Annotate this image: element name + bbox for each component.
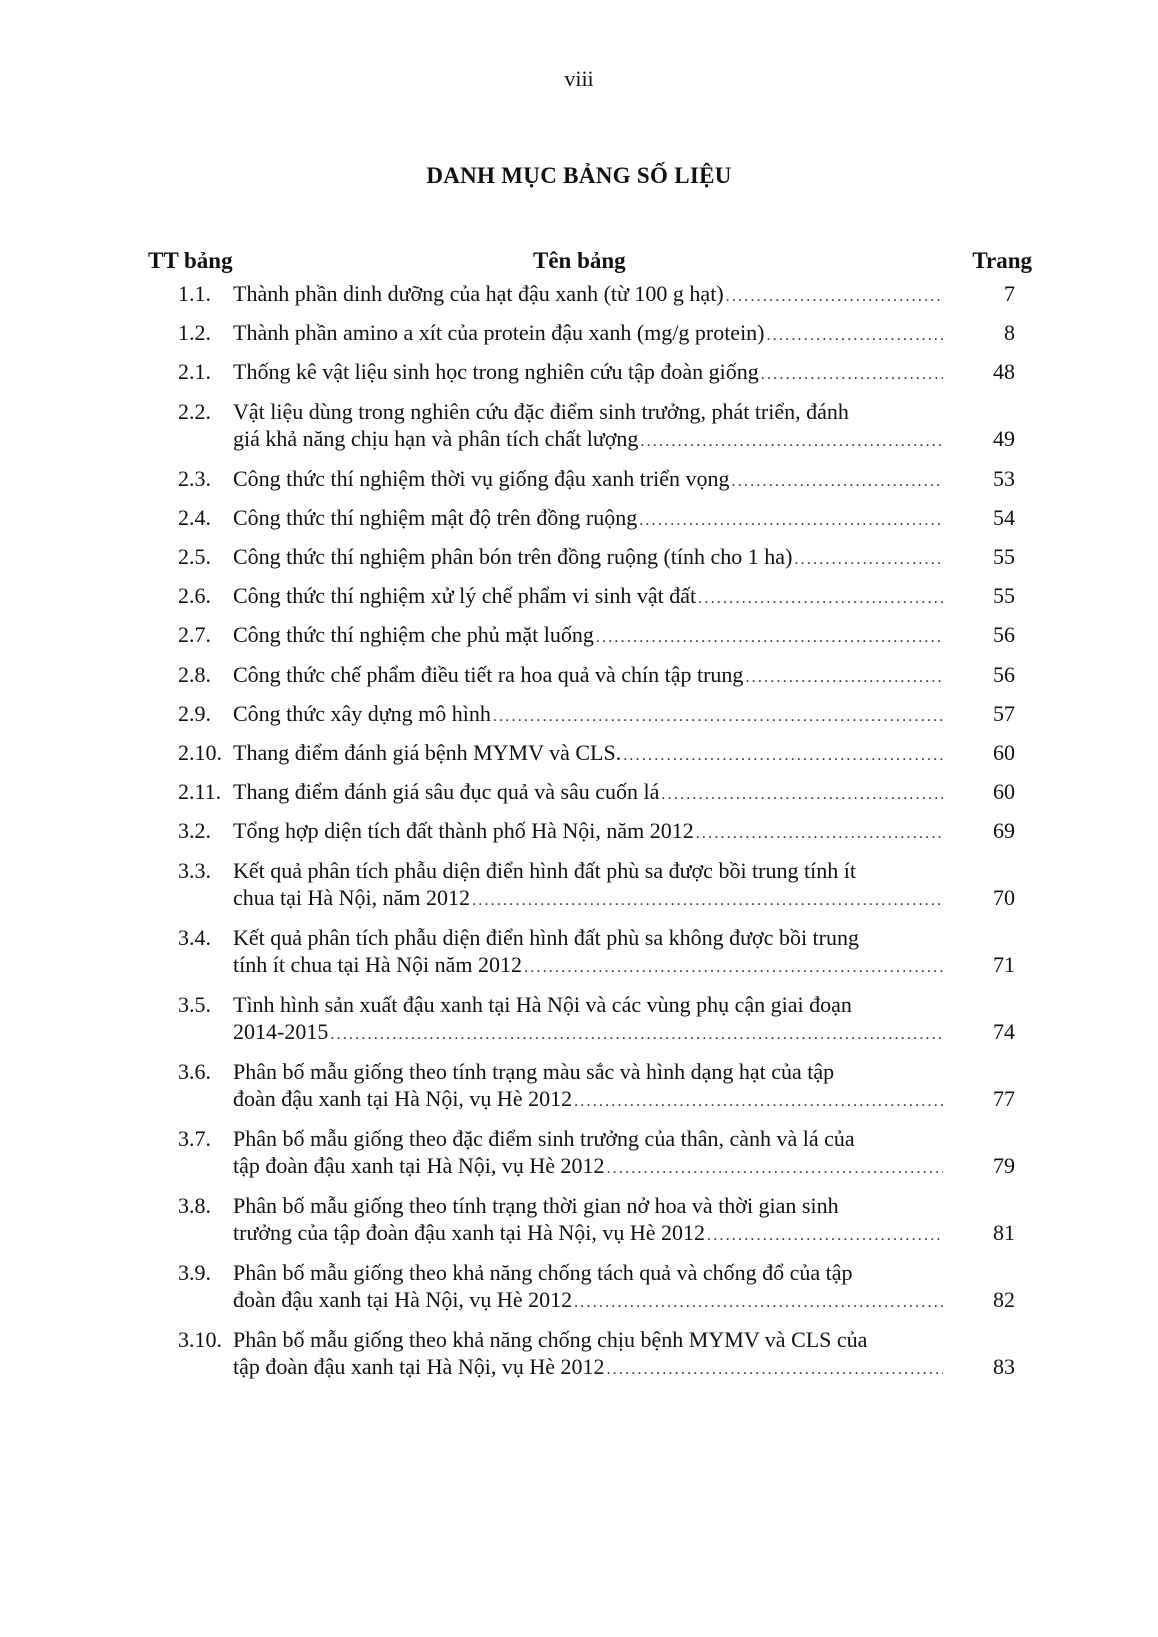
table-title-line bbox=[233, 701, 949, 727]
dot-leader bbox=[696, 825, 943, 843]
table-title-line: Tình hình sản xuất đậu xanh tại Hà Nội và các vùng phụ cận giai đoạn bbox=[233, 991, 852, 1017]
table-title-line: Phân bố mẫu giống theo khả năng chống chịu bệnh MYMV và CLS của bbox=[233, 1326, 868, 1352]
table-title-text: 2014-2015 bbox=[233, 1018, 329, 1044]
table-title-line bbox=[233, 583, 949, 609]
dot-leader bbox=[472, 892, 943, 910]
table-title-line bbox=[233, 281, 949, 307]
table-number: 2.3. bbox=[178, 465, 211, 491]
table-title-line bbox=[233, 466, 949, 492]
dot-leader bbox=[661, 786, 943, 804]
table-title-line: Phân bố mẫu giống theo tính trạng màu sắc và hình dạng hạt của tập bbox=[233, 1058, 835, 1084]
table-number: 2.4. bbox=[178, 504, 211, 530]
table-title-line bbox=[233, 622, 949, 648]
table-number: 2.11. bbox=[178, 779, 222, 805]
table-title-line bbox=[233, 1019, 949, 1045]
column-header-page: Trang bbox=[972, 248, 1032, 273]
page-number: viii bbox=[564, 66, 594, 91]
page-ref: 8 bbox=[1004, 320, 1015, 346]
table-title-text: Thống kê vật liệu sinh học trong nghiên cứu tập đoàn giống bbox=[233, 359, 759, 385]
table-title-line: Phân bố mẫu giống theo tính trạng thời gian nở hoa và thời gian sinh bbox=[233, 1192, 839, 1218]
table-number: 3.8. bbox=[178, 1192, 211, 1218]
page-ref: 60 bbox=[993, 779, 1015, 805]
table-number: 3.5. bbox=[178, 991, 211, 1017]
table-title-line bbox=[233, 426, 949, 452]
table-title-line bbox=[233, 885, 949, 911]
dot-leader bbox=[606, 1160, 943, 1178]
table-title-line: Kết quả phân tích phẫu diện điển hình đất phù sa được bồi trung tính ít bbox=[233, 857, 856, 883]
dot-leader bbox=[767, 327, 943, 345]
page-ref: 70 bbox=[993, 884, 1015, 910]
page-ref: 7 bbox=[1004, 281, 1015, 306]
table-title-line bbox=[233, 818, 949, 844]
table-title-text: chua tại Hà Nội, năm 2012 bbox=[233, 884, 471, 910]
table-number: 2.1. bbox=[178, 359, 211, 385]
page-ref: 55 bbox=[993, 544, 1015, 569]
page-ref: 71 bbox=[993, 951, 1015, 977]
table-title-text: Công thức thí nghiệm thời vụ giống đậu xanh triển vọng bbox=[233, 465, 730, 491]
table-title-line bbox=[233, 779, 949, 805]
table-number: 2.7. bbox=[178, 622, 211, 648]
page-ref: 56 bbox=[993, 622, 1015, 648]
dot-leader bbox=[640, 433, 943, 451]
dot-leader bbox=[596, 629, 943, 647]
table-number: 3.2. bbox=[178, 818, 211, 844]
dot-leader bbox=[606, 1361, 943, 1379]
table-number: 2.8. bbox=[178, 661, 211, 687]
table-title-text: Tổng hợp diện tích đất thành phố Hà Nội, năm 2012 bbox=[233, 818, 694, 844]
table-number: 3.3. bbox=[178, 857, 211, 883]
table-title-text: Công thức thí nghiệm phân bón trên đồng ruộng (tính cho 1 ha) bbox=[233, 544, 793, 569]
dot-leader bbox=[707, 1227, 943, 1245]
page-ref: 83 bbox=[993, 1353, 1015, 1379]
table-title-text: Thành phần amino a xít của protein đậu xanh (mg/g protein) bbox=[233, 320, 765, 346]
table-number: 1.2. bbox=[178, 320, 211, 346]
dot-leader bbox=[732, 473, 943, 491]
table-title-line bbox=[233, 740, 949, 766]
dot-leader bbox=[639, 512, 943, 530]
table-title-line: Phân bố mẫu giống theo khả năng chống tách quả và chống đổ của tập bbox=[233, 1259, 853, 1285]
table-title-line bbox=[233, 1287, 949, 1313]
table-title-text: Công thức thí nghiệm che phủ mặt luống bbox=[233, 622, 594, 648]
dot-leader bbox=[623, 747, 943, 765]
table-title-text: Công thức chế phẩm điều tiết ra hoa quả và chín tập trung bbox=[233, 661, 744, 687]
table-title-text: tính ít chua tại Hà Nội năm 2012 bbox=[233, 951, 522, 977]
page-ref: 69 bbox=[993, 818, 1015, 844]
table-number: 2.10. bbox=[178, 740, 222, 765]
page-ref: 77 bbox=[993, 1085, 1015, 1111]
table-number: 3.6. bbox=[178, 1058, 211, 1084]
table-title-text: giá khả năng chịu hạn và phân tích chất lượng bbox=[233, 425, 639, 451]
page-ref: 53 bbox=[993, 465, 1015, 491]
dot-leader bbox=[745, 669, 943, 687]
dot-leader bbox=[493, 708, 943, 726]
dot-leader bbox=[524, 959, 943, 977]
table-title-text: Công thức thí nghiệm mật độ trên đồng ruộng bbox=[233, 504, 638, 530]
page-ref: 54 bbox=[993, 504, 1015, 530]
dot-leader bbox=[726, 288, 943, 306]
table-title-line bbox=[233, 1153, 949, 1179]
table-title-line bbox=[233, 662, 949, 688]
table-number: 3.4. bbox=[178, 924, 211, 950]
table-title-line bbox=[233, 359, 949, 385]
page-ref: 81 bbox=[993, 1219, 1015, 1245]
table-title-line: Phân bố mẫu giống theo đặc điểm sinh trưởng của thân, cành và lá của bbox=[233, 1125, 855, 1151]
table-title-line: Kết quả phân tích phẫu diện điển hình đất phù sa không được bồi trung bbox=[233, 924, 859, 950]
table-title-text: tập đoàn đậu xanh tại Hà Nội, vụ Hè 2012 bbox=[233, 1152, 605, 1178]
table-title-line bbox=[233, 544, 949, 570]
table-number: 2.2. bbox=[178, 398, 211, 424]
column-header-name: Tên bảng bbox=[533, 248, 626, 273]
table-title-line bbox=[233, 1220, 949, 1246]
table-number: 2.9. bbox=[178, 700, 211, 726]
table-number: 2.5. bbox=[178, 544, 211, 569]
column-header-tt: TT bảng bbox=[148, 248, 233, 273]
page-ref: 55 bbox=[993, 583, 1015, 609]
table-title-text: Thang điểm đánh giá bệnh MYMV và CLS. bbox=[233, 740, 622, 765]
table-title-text: Công thức thí nghiệm xử lý chế phẩm vi sinh vật đất bbox=[233, 583, 697, 609]
table-title-line: Vật liệu dùng trong nghiên cứu đặc điểm sinh trưởng, phát triển, đánh bbox=[233, 398, 849, 424]
table-number: 3.7. bbox=[178, 1125, 211, 1151]
table-number: 3.9. bbox=[178, 1259, 211, 1285]
table-title-text: Thang điểm đánh giá sâu đục quả và sâu cuốn lá bbox=[233, 779, 660, 805]
table-number: 1.1. bbox=[178, 281, 211, 306]
page-ref: 56 bbox=[993, 661, 1015, 687]
dot-leader bbox=[330, 1026, 943, 1044]
page-ref: 48 bbox=[993, 359, 1015, 385]
table-title-text: đoàn đậu xanh tại Hà Nội, vụ Hè 2012 bbox=[233, 1085, 573, 1111]
table-title-text: đoàn đậu xanh tại Hà Nội, vụ Hè 2012 bbox=[233, 1286, 573, 1312]
page-ref: 57 bbox=[993, 700, 1015, 726]
dot-leader bbox=[761, 366, 943, 384]
dot-leader bbox=[698, 590, 943, 608]
dot-leader bbox=[574, 1294, 943, 1312]
page-ref: 49 bbox=[993, 425, 1015, 451]
table-title-line bbox=[233, 505, 949, 531]
table-title-text: tập đoàn đậu xanh tại Hà Nội, vụ Hè 2012 bbox=[233, 1353, 605, 1379]
page-ref: 82 bbox=[993, 1286, 1015, 1312]
table-number: 2.6. bbox=[178, 583, 211, 609]
dot-leader bbox=[574, 1093, 943, 1111]
table-title-text: Thành phần dinh dưỡng của hạt đậu xanh (từ 100 g hạt) bbox=[233, 281, 724, 306]
table-title-line bbox=[233, 952, 949, 978]
table-number: 3.10. bbox=[178, 1326, 222, 1352]
table-title-text: Công thức xây dựng mô hình bbox=[233, 700, 491, 726]
page-ref: 74 bbox=[993, 1018, 1015, 1044]
page-ref: 79 bbox=[993, 1152, 1015, 1178]
table-title-line bbox=[233, 1354, 949, 1380]
table-header bbox=[148, 248, 1032, 278]
table-title-line bbox=[233, 1086, 949, 1112]
table-title-text: trưởng của tập đoàn đậu xanh tại Hà Nội, vụ Hè 2012 bbox=[233, 1219, 705, 1245]
page-title: DANH MỤC BẢNG SỐ LIỆU bbox=[426, 163, 732, 188]
dot-leader bbox=[794, 551, 943, 569]
page-ref: 60 bbox=[993, 740, 1015, 765]
table-title-line bbox=[233, 320, 949, 346]
